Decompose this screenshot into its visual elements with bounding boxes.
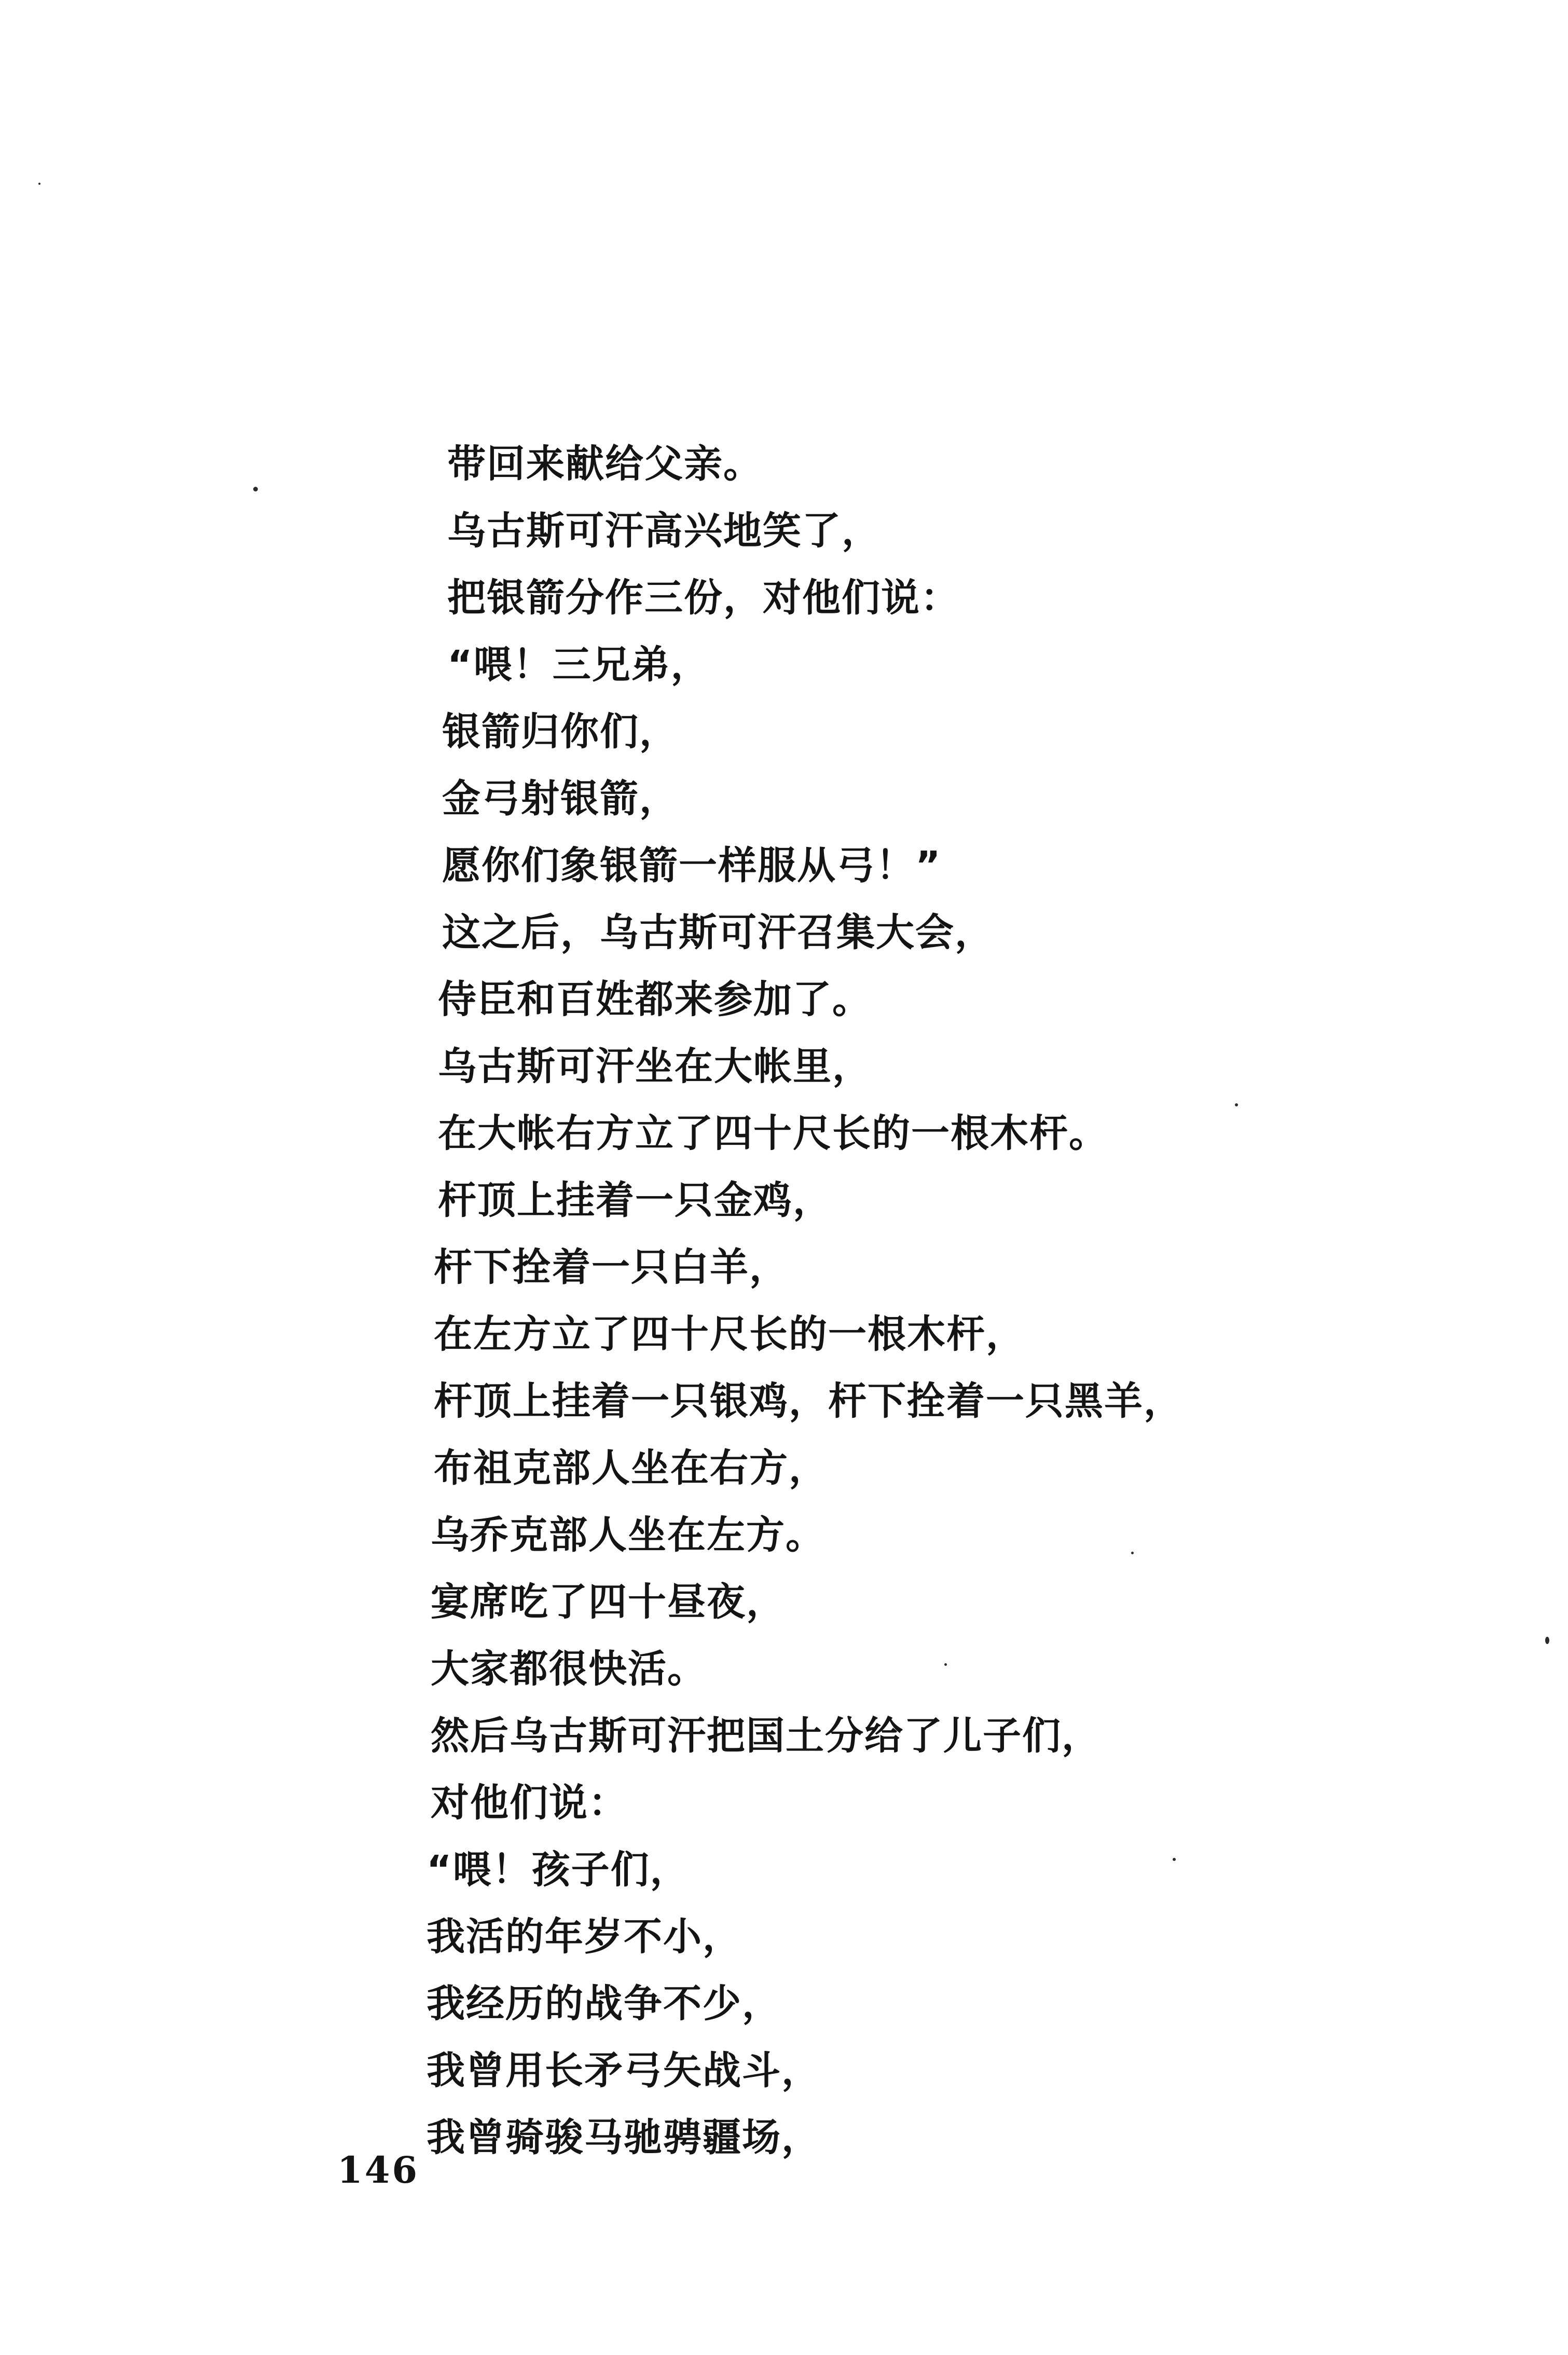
page-number: 146 (337, 2148, 420, 2192)
poem-line: 对他们说： (431, 1781, 628, 1825)
poem-line: 银箭归你们， (442, 709, 679, 754)
poem-line: 乌古斯可汗高兴地笑了， (447, 509, 881, 553)
poem-line: 我活的年岁不小， (427, 1914, 742, 1959)
poem-line: 乌乔克部人坐在左方。 (431, 1513, 825, 1557)
scan-speck (1131, 1552, 1134, 1554)
scan-speck (1235, 1103, 1238, 1106)
scan-speck (944, 1663, 947, 1666)
poem-line: “喂！三兄弟， (447, 642, 710, 687)
poem-line: 然后乌古斯可汗把国土分给了儿子们， (431, 1714, 1101, 1758)
poem-line: 我曾骑骏马驰骋疆场， (427, 2115, 821, 2160)
scan-speck (1545, 1637, 1549, 1644)
poem-line: 金弓射银箭， (442, 776, 679, 821)
poem-line: 大家都很快活。 (431, 1647, 707, 1691)
poem-line: 布祖克部人坐在右方， (434, 1446, 828, 1490)
poem-line: 杆顶上挂着一只银鸡，杆下拴着一只黑羊， (434, 1379, 1183, 1423)
poem-line: 愿你们象银箭一样服从弓！” (442, 843, 942, 888)
poem-line: 在大帐右方立了四十尺长的一根木杆。 (438, 1111, 1108, 1156)
poem-line: 侍臣和百姓都来参加了。 (438, 977, 872, 1022)
poem-line: 我经历的战争不少， (427, 1981, 781, 2026)
poem-line: 杆顶上挂着一只金鸡， (438, 1178, 832, 1223)
poem-text (427, 431, 1416, 2171)
poem-line: 带回来献给父亲。 (447, 442, 763, 486)
poem-line: 把银箭分作三份，对他们说： (447, 576, 960, 620)
scan-speck (1173, 1858, 1176, 1861)
poem-line: 宴席吃了四十昼夜， (431, 1580, 786, 1624)
poem-line: 在左方立了四十尺长的一根木杆， (434, 1312, 1025, 1357)
scan-speck (38, 183, 40, 185)
poem-line: “喂！孩子们， (427, 1847, 690, 1892)
poem-line: 我曾用长矛弓矢战斗， (427, 2048, 821, 2093)
poem-line: 杆下拴着一只白羊， (434, 1245, 789, 1290)
poem-line: 乌古斯可汗坐在大帐里， (438, 1044, 872, 1089)
scan-speck (253, 487, 258, 491)
poem-line: 这之后，乌古斯可汗召集大会， (442, 910, 994, 955)
